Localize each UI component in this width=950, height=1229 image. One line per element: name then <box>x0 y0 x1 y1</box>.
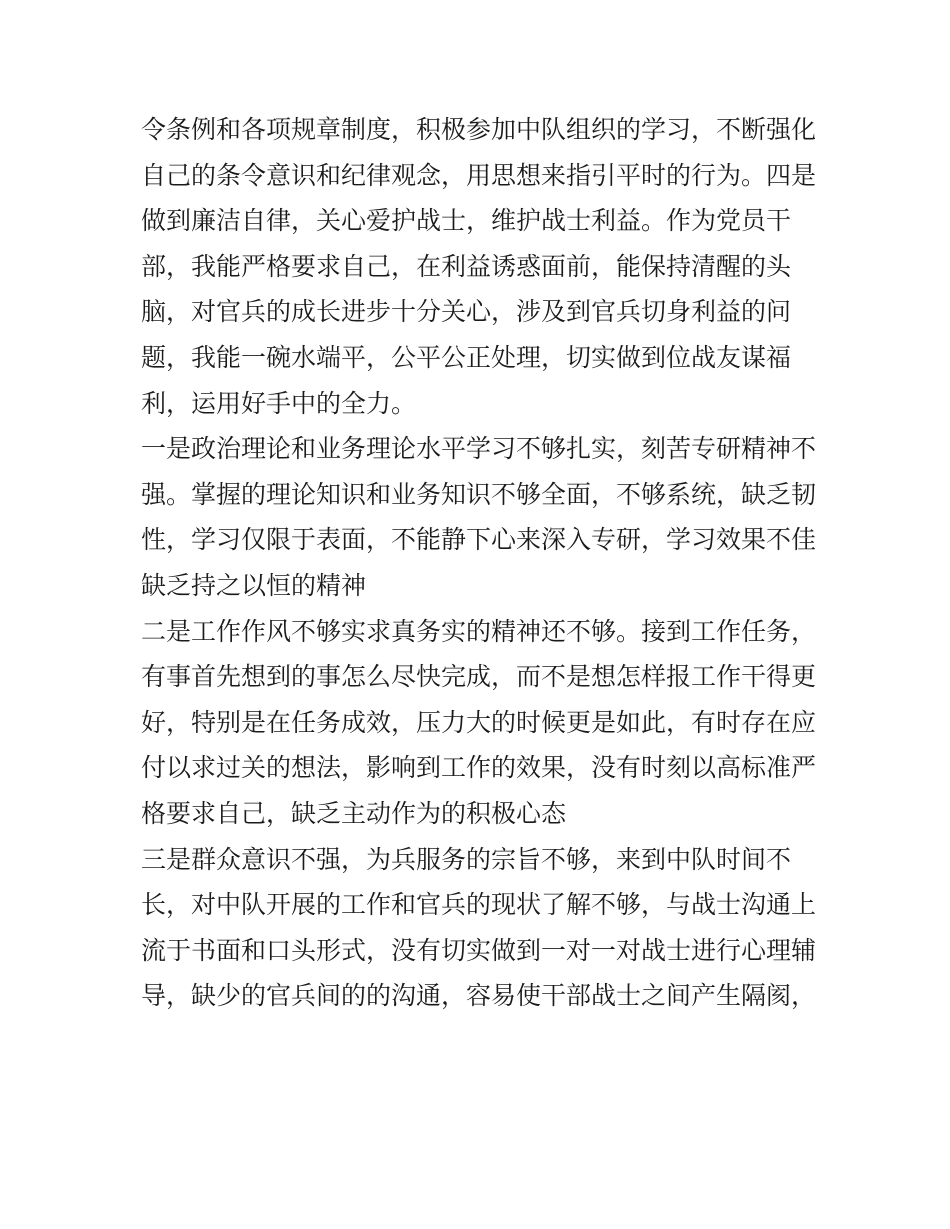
text-line: 有事首先想到的事怎么尽快完成，而不是想怎样报工作干得更 <box>141 662 817 692</box>
body-text <box>141 107 821 1019</box>
text-line: 部，我能严格要求自己，在利益诱惑面前，能保持清醒的头 <box>141 251 792 281</box>
text-line: 缺乏持之以恒的精神 <box>141 570 367 600</box>
text-line: 脑，对官兵的成长进步十分关心，涉及到官兵切身利益的问 <box>141 297 792 327</box>
text-line: 自己的条令意识和纪律观念，用思想来指引平时的行为。四是 <box>141 160 817 190</box>
text-line: 格要求自己，缺乏主动作为的积极心态 <box>141 798 567 828</box>
text-line: 性，学习仅限于表面，不能静下心来深入专研，学习效果不佳 <box>141 525 817 555</box>
text-line: 付以求过关的想法，影响到工作的效果，没有时刻以高标准严 <box>141 753 817 783</box>
text-line: 题，我能一碗水端平，公平公正处理，切实做到位战友谋福 <box>141 342 792 372</box>
text-line: 做到廉洁自律，关心爱护战士，维护战士利益。作为党员干 <box>141 206 792 236</box>
text-line: 强。掌握的理论知识和业务知识不够全面，不够系统，缺乏韧 <box>141 479 817 509</box>
text-line: 长，对中队开展的工作和官兵的现状了解不够，与战士沟通上 <box>141 890 817 920</box>
text-line: 流于书面和口头形式，没有切实做到一对一对战士进行心理辅 <box>141 935 817 965</box>
text-line: 利，运用好手中的全力。 <box>141 388 417 418</box>
text-line: 令条例和各项规章制度，积极参加中队组织的学习，不断强化 <box>141 115 817 144</box>
text-line: 一是政治理论和业务理论水平学习不够扎实，刻苦专研精神不 <box>141 434 817 464</box>
text-line: 好，特别是在任务成效，压力大的时候更是如此，有时存在应 <box>141 707 817 737</box>
text-line: 导，缺少的官兵间的的沟通，容易使干部战士之间产生隔阂， <box>141 981 817 1011</box>
text-line: 三是群众意识不强，为兵服务的宗旨不够，来到中队时间不 <box>141 844 792 874</box>
text-line: 二是工作作风不够实求真务实的精神还不够。接到工作任务， <box>141 616 817 646</box>
